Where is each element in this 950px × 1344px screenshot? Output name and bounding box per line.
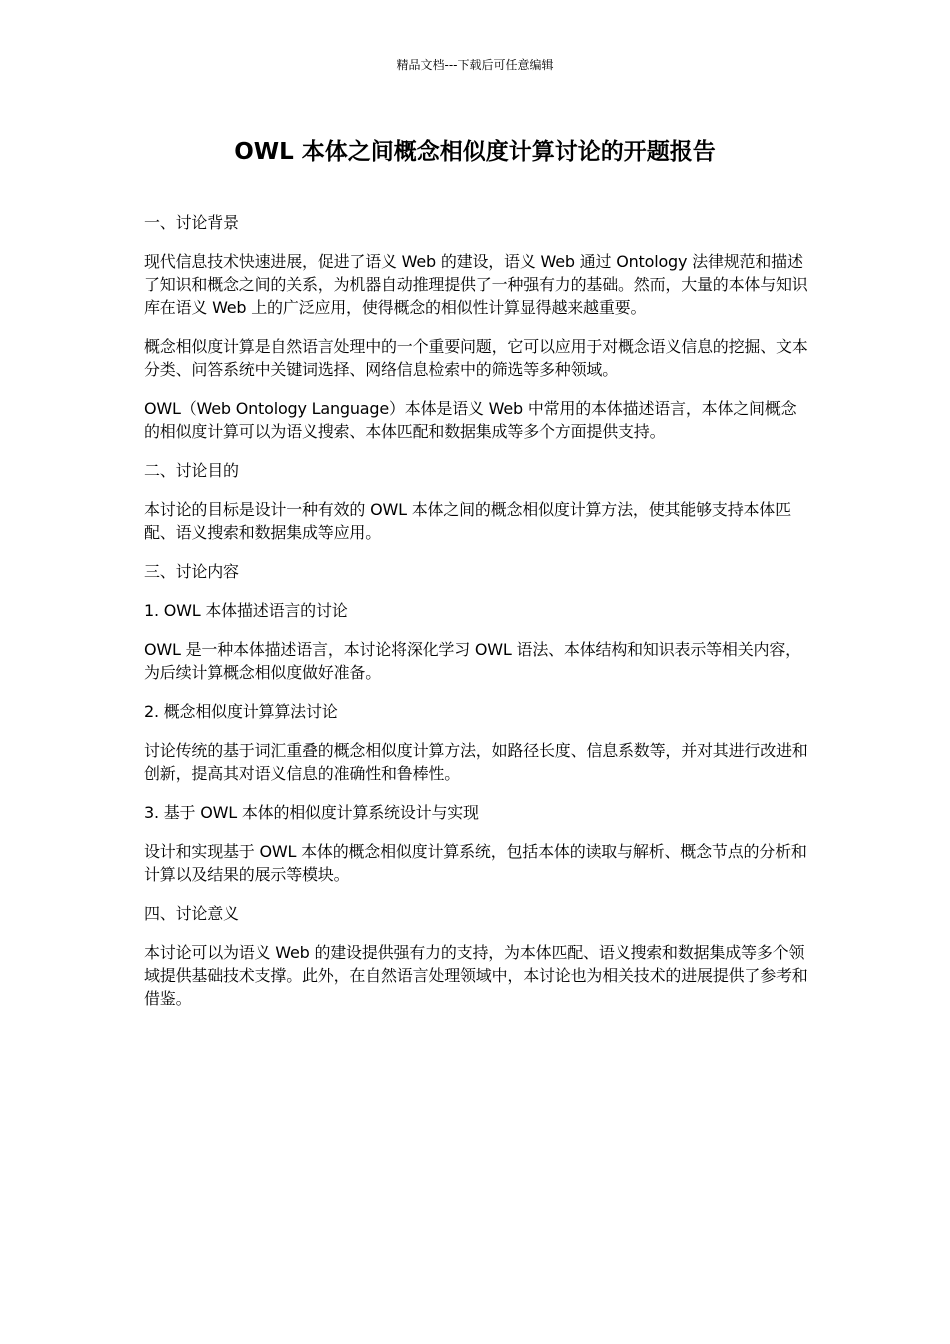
paragraph-purpose: 本讨论的目标是设计一种有效的 OWL 本体之间的概念相似度计算方法，使其能够支持本体匹配、语义搜索和数据集成等应用。	[144, 500, 791, 542]
subheading-system-design: 3. 基于 OWL 本体的相似度计算系统设计与实现	[144, 803, 479, 822]
page-header: 精品文档---下载后可任意编辑	[396, 58, 554, 72]
document-title: OWL 本体之间概念相似度计算讨论的开题报告	[234, 139, 716, 165]
section-heading-purpose: 二、讨论目的	[144, 461, 239, 480]
subheading-similarity-algorithm: 2. 概念相似度计算算法讨论	[144, 702, 338, 721]
document-body	[144, 211, 810, 1026]
paragraph-owl-language: OWL 是一种本体描述语言，本讨论将深化学习 OWL 语法、本体结构和知识表示等相关内容，为后续计算概念相似度做好准备。	[144, 640, 801, 682]
section-heading-background: 一、讨论背景	[144, 213, 239, 232]
subheading-owl-language: 1. OWL 本体描述语言的讨论	[144, 601, 348, 620]
section-heading-content: 三、讨论内容	[144, 562, 239, 581]
paragraph-significance: 本讨论可以为语义 Web 的建设提供强有力的支持，为本体匹配、语义搜索和数据集成等多个领域提供基础技术支撑。此外，在自然语言处理领域中，本讨论也为相关技术的进展提供了参考和借鉴。	[144, 943, 808, 1008]
paragraph-background-3: OWL（Web Ontology Language）本体是语义 Web 中常用的本体描述语言，本体之间概念的相似度计算可以为语义搜索、本体匹配和数据集成等多个方面提供支持。	[144, 399, 797, 441]
paragraph-background-2: 概念相似度计算是自然语言处理中的一个重要问题，它可以应用于对概念语义信息的挖掘、文本分类、问答系统中关键词选择、网络信息检索中的筛选等多种领域。	[144, 337, 808, 379]
paragraph-background-1: 现代信息技术快速进展，促进了语义 Web 的建设，语义 Web 通过 Ontology 法律规范和描述了知识和概念之间的关系，为机器自动推理提供了一种强有力的基础。然而，大量的本体与知识库在语义 Web 上的广泛应用，使得概念的相似性计算显得越来越重要。	[144, 252, 808, 317]
paragraph-system-design: 设计和实现基于 OWL 本体的概念相似度计算系统，包括本体的读取与解析、概念节点的分析和计算以及结果的展示等模块。	[144, 842, 807, 884]
paragraph-similarity-algorithm: 讨论传统的基于词汇重叠的概念相似度计算方法，如路径长度、信息系数等，并对其进行改进和创新，提高其对语义信息的准确性和鲁棒性。	[144, 741, 808, 783]
section-heading-significance: 四、讨论意义	[144, 904, 239, 923]
